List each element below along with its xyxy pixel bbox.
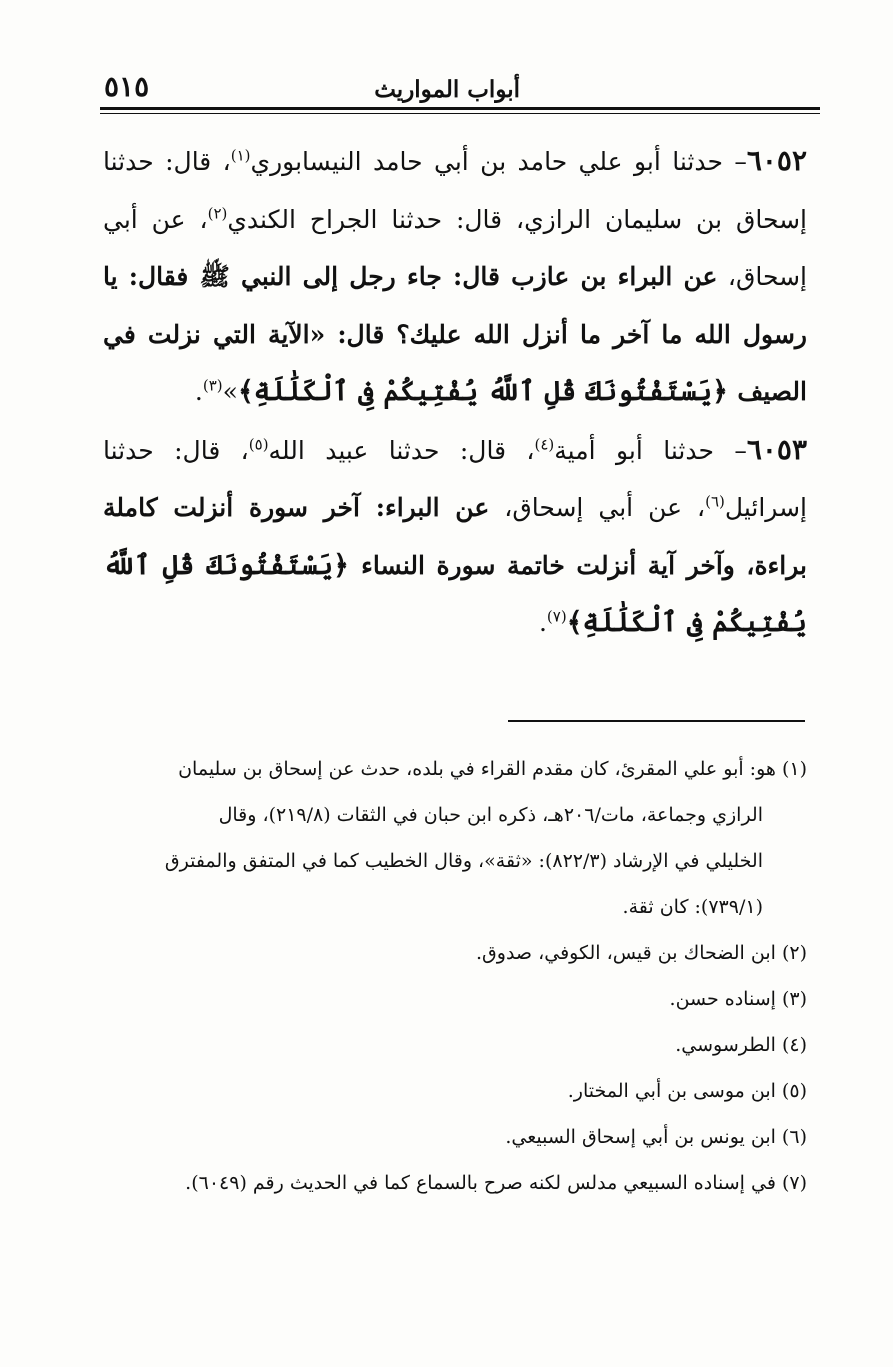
isnad-text: ، عن أبي إسحاق، xyxy=(103,204,807,291)
isnad-text: ، قال: حدثنا عبيد الله xyxy=(268,435,535,465)
header-rule-thin xyxy=(100,113,820,114)
isnad-text: حدثنا أبو أمية xyxy=(554,435,714,465)
footnote-7: (٧) في إسناده السبيعي مدلس لكنه صرح بالسماع كما في الحديث رقم (٦٠٤٩). xyxy=(185,1172,807,1194)
quote-close: » xyxy=(222,377,238,406)
footnote-1: (١) هو: أبو علي المقرئ، كان مقدم القراء في بلده، حدث عن إسحاق بن سليمان xyxy=(178,758,807,780)
footnote-ref: (٥) xyxy=(248,435,269,454)
footnote-ref: (٧) xyxy=(546,607,567,626)
matn-text: عن البراء بن عازب قال: جاء رجل إلى النبي ﷺ فقال: يا رسول الله ما آخر ما أنزل الله عليك؟ قال: «الآية التي نزلت في الصيف xyxy=(103,262,807,406)
footnote-4: (٤) الطرسوسي. xyxy=(675,1034,807,1056)
hadith-number: ٦٠٥٢ xyxy=(746,144,807,177)
isnad-text: ، عن أبي إسحاق، xyxy=(489,493,706,522)
page-header xyxy=(100,70,820,106)
footnote-5: (٥) ابن موسى بن أبي المختار. xyxy=(567,1080,807,1102)
isnad-text: حدثنا أبو علي حامد بن أبي حامد النيسابوري xyxy=(250,147,723,176)
dash: – xyxy=(713,435,747,465)
footnote-ref: (١) xyxy=(230,146,251,165)
page-number: ٥١٥ xyxy=(104,70,150,103)
period: . xyxy=(538,608,547,637)
hadith-6052 xyxy=(103,132,807,421)
running-title: أبواب المواريث xyxy=(374,76,520,103)
footnote-1-cont: الخليلي في الإرشاد (٨٢٢/٣): «ثقة»، وقال الخطيب كما في المتفق والمفترق xyxy=(164,850,763,872)
footnote-2: (٢) ابن الضحاك بن قيس، الكوفي، صدوق. xyxy=(476,942,807,964)
matn-text: عن البراء: آخر سورة أنزلت كاملة براءة، وآخر آية أنزلت خاتمة سورة النساء xyxy=(103,493,808,580)
dash: – xyxy=(722,147,747,176)
header-rule-thick xyxy=(100,107,820,110)
footnote-1-cont: الرازي وجماعة، مات/٢٠٦هـ، ذكره ابن حبان في الثقات (٢١٩/٨)، وقال xyxy=(218,804,763,826)
main-text xyxy=(103,132,807,652)
footnote-3: (٣) إسناده حسن. xyxy=(669,988,807,1010)
quran-verse: ﴿يَسْتَفْتُونَكَ قُلِ ٱللَّهُ يُفْتِيكُمْ فِى ٱلْكَلَٰلَةِ﴾ xyxy=(237,376,738,407)
hadith-number: ٦٠٥٣ xyxy=(746,432,807,466)
footnote-ref: (٦) xyxy=(705,492,725,511)
hadith-6053 xyxy=(103,421,807,652)
footnotes xyxy=(95,746,807,1206)
isnad-text: ، قال: حدثنا إسحاق بن سليمان الرازي، قال: حدثنا الجراح الكندي xyxy=(103,147,807,234)
footnote-6: (٦) ابن يونس بن أبي إسحاق السبيعي. xyxy=(505,1126,807,1148)
footnote-separator xyxy=(508,720,805,722)
quran-verse: ﴿يَسْتَفْتُونَكَ قُلِ ٱللَّهُ يُفْتِيكُمْ فِى ٱلْكَلَٰلَةِ﴾ xyxy=(103,549,807,638)
footnote-ref: (٢) xyxy=(207,204,228,223)
footnote-ref: (٤) xyxy=(534,435,555,454)
period: . xyxy=(194,377,203,406)
isnad-text: ، قال: حدثنا إسرائيل xyxy=(103,435,807,522)
footnote-1-cont: (٧٣٩/١): كان ثقة. xyxy=(622,896,763,918)
footnote-ref: (٣) xyxy=(202,376,223,395)
